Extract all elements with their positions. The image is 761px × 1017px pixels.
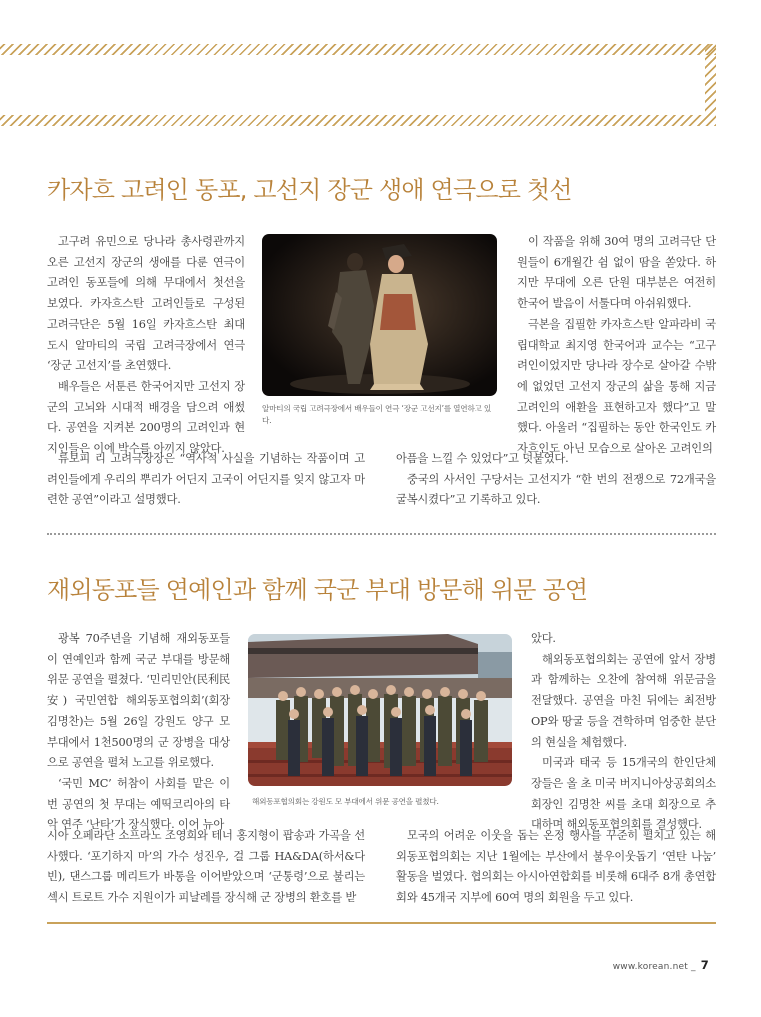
article2-headline: 재외동포들 연예인과 함께 국군 부대 방문해 위문 공연	[47, 576, 588, 604]
article1-left-paragraph: 고구려 유민으로 당나라 총사령관까지 오른 고선지 장군의 생애를 다룬 연극이 고려인 동포들에 의해 무대에서 첫선을 보였다. 카자흐스탄 고려인들로 구성된 고려극단은 5월 16일 카자흐스탄 최대 도시 알마티의 국립 고려극장에서 연극 ‘장군 고선지’를 초연했다.	[47, 235, 245, 373]
page-footer	[613, 958, 709, 972]
section-divider	[47, 533, 716, 535]
article2-left-column	[47, 629, 230, 836]
article1-left-paragraph: 류보피 리 고려극장장은 “역사적 사실을 기념하는 작품이며 고려인들에게 우리의 뿌리가 어딘지 고국이 어딘지를 잊지 않고자 마련한 공연”이라고 설명했다.	[47, 452, 365, 507]
article2-right-paragraph: 미국과 태국 등 15개국의 한인단체장들은 올 초 미국 버지니아상공회의소 회장인 김명찬 씨를 초대 회장으로 추대하며 해외동포협의회를 결성했다.	[531, 756, 716, 832]
article2-photo-caption: 해외동포협의회는 강원도 모 부대에서 위문 공연을 펼쳤다.	[252, 797, 439, 806]
article1-right-continued	[396, 449, 716, 511]
bottom-hatched-border	[0, 115, 716, 126]
article1-photo-caption: 알마티의 국립 고려극장에서 배우들이 연극 ‘장군 고선지’를 열연하고 있다.	[262, 404, 492, 425]
article2-right-paragraph: 았다.	[531, 632, 556, 645]
article2-group-photo	[248, 634, 512, 786]
page-number: 7	[700, 958, 709, 972]
article1-right-paragraph: 이 작품을 위해 30여 명의 고려극단 단원들이 6개월간 쉼 없이 땀을 쏟았다. 하지만 무대에 오른 단원 대부분은 여전히 한국어 발음이 서툴다며 아쉬워했다.	[517, 235, 716, 311]
article2-right-paragraph: 해외동포협의회는 공연에 앞서 장병과 함께하는 오찬에 참여해 위문금을 전달했다. 공연을 마친 뒤에는 최전방 OP와 땅굴 등을 견학하며 엄중한 분단의 현실을 체험했다.	[531, 652, 716, 749]
article1-headline: 카자흐 고려인 동포, 고선지 장군 생애 연극으로 첫선	[47, 176, 572, 204]
troops-group-image	[248, 634, 512, 786]
article2-left-paragraph: 광복 70주년을 기념해 재외동포들이 연예인과 함께 국군 부대를 방문해 위문 공연을 펼쳤다. ‘민리민안(民利民安) 국민연합 해외동포협의회’(회장 김명찬)는 5월 26일 강원도 양구 모 부대에서 1천500명의 군 장병을 대상으로 공연을 펼쳐 노고를 위로했다.	[47, 632, 231, 770]
article2-left-paragraph: 시아 오페라단 소프라노 조영희와 테너 홍지형이 팝송과 가곡을 선사했다. ‘포기하지 마’의 가수 성진우, 걸 그룹 HA&DA(하서&다빈), 댄스그룹 메리트가 바통을 이어받았으며 ‘군통령’으로 불리는 섹시 트로트 가수 지원이가 피날레를 장식해 군 장병의 환호를 받	[47, 829, 365, 905]
top-hatched-border	[0, 44, 716, 55]
article1-right-paragraph: 중국의 사서인 구당서는 고선지가 “한 번의 전쟁으로 72개국을 굴복시켰다”고 기록하고 있다.	[396, 472, 716, 507]
stage-scene-image	[262, 234, 497, 396]
article2-right-continued	[396, 826, 716, 909]
article1-right-paragraph: 극본을 집필한 카자흐스탄 알파라비 국립대학교 최지영 한국어과 교수는 “고구려인이었지만 당나라 장수로 살아갈 수밖에 없었던 고선지 장군의 삶을 통해 지금 고려인의 애환을 표현하고자 했다”고 말했다. 아울러 “집필하는 동안 한국인도 카자흐인도 아닌 모습으로 살아온 고려인의	[517, 317, 716, 456]
footer-site-url: www.korean.net	[612, 962, 688, 972]
bottom-rule	[47, 922, 716, 924]
article2-left-paragraph: ‘국민 MC’ 허참이 사회를 맡은 이번 공연의 첫 무대는 예띡코리아의 타악 연주 ‘난타’가 장식했다. 이어 뉴아	[47, 776, 230, 832]
right-hatched-border	[705, 44, 716, 126]
article1-right-paragraph: 아픔을 느낄 수 있었다”고 덧붙였다.	[396, 452, 569, 465]
footer-separator: _	[687, 962, 699, 972]
article2-right-paragraph: 모국의 어려운 이웃을 돕는 온정 행사를 꾸준히 펼치고 있는 해외동포협의회는 지난 1월에는 부산에서 불우이웃돕기 ‘연탄 나눔’ 활동을 벌였다. 협의회는 아시아연합회를 비롯해 6대주 8개 총연합회와 45개국 지부에 60여 명의 회원을 두고 있다.	[396, 829, 716, 905]
article1-left-paragraph: 배우들은 서툰른 한국어지만 고선지 장군의 고뇌와 시대적 배경을 담으려 애썼다. 공연을 지켜본 200명의 고려인과 현지인들은 이에 박수를 아끼지 않았다.	[47, 379, 245, 456]
article2-left-continued	[47, 826, 365, 909]
article2-right-column	[531, 629, 716, 836]
article1-right-column	[517, 232, 716, 460]
article1-theater-photo	[262, 234, 497, 396]
article1-left-continued	[47, 449, 365, 511]
article1-left-column	[47, 232, 245, 460]
